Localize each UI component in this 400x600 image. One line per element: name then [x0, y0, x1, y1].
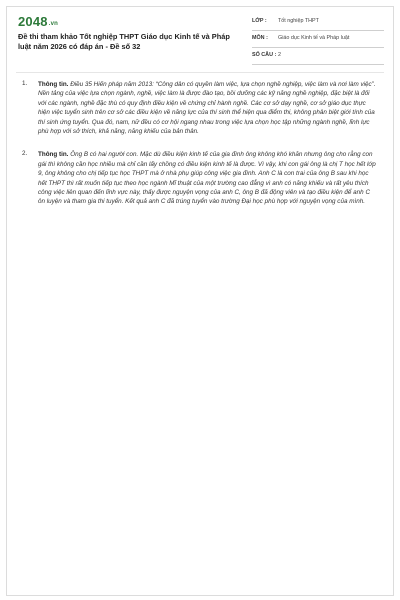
- meta-row-class: [252, 14, 384, 31]
- meta-row-question-count: [252, 48, 384, 65]
- meta-key: LỚP :: [252, 18, 267, 24]
- question-number: 1.: [22, 80, 28, 87]
- question-item: [22, 150, 378, 206]
- header-divider: [16, 72, 384, 73]
- question-text: Điều 35 Hiến pháp năm 2013: “Công dân có quyền làm việc, lựa chọn nghề nghiệp, việc làm và nơi làm việc”. Nền tảng của việc lựa chọn ngành, nghề, việc làm là được đào tạo, bồi dưỡng các kỹ năng nghề nghiệp, đặc biệt là đối với các ngành, nghề đặc thù có quy định điều kiện về chứng chỉ hành nghề. Các cơ sở dạy nghề, cơ sở giáo dục thực hiện việc tuyển sinh trên cơ sở các điều kiện về năng lực của thí sinh thể hiện qua điểm thi, không phân biệt giới tính của thí sinh ứng tuyển. Qua đó, nam, nữ đều có cơ hội ngang nhau trong việc lựa chọn học tập những ngành nghề, lĩnh lực phù hợp với sở thích, khả năng, năng khiếu của bản thân.: [38, 81, 376, 136]
- document-header: [18, 14, 384, 64]
- brand-logo[interactable]: [18, 14, 58, 29]
- meta-key: MÔN :: [252, 35, 268, 41]
- meta-table: [252, 14, 384, 65]
- question-body: [38, 150, 378, 206]
- question-item: [22, 80, 378, 136]
- meta-value: 2: [278, 52, 281, 58]
- meta-value: Giáo dục Kinh tế và Pháp luật: [278, 35, 350, 41]
- question-label: Thông tin.: [38, 151, 69, 159]
- meta-row-subject: [252, 31, 384, 48]
- question-text: Ông B có hai người con. Mặc dù điều kiện kinh tế của gia đình ông không khó khăn nhưng ông cho rằng con gái thì không cần học nhiều mà chỉ cần lấy chồng có điều kiện kinh tế là được. Vì vậy, khi con gái ông là chị T học hết lớp 9, ông không cho chị tiếp tục học THPT mà ở nhà phụ giúp công việc gia đình. Anh C là con trai của ông B sau khi học hết THPT thì rất muốn tiếp tục theo học ngành Mĩ thuật của một trường cao đẳng vì anh có năng khiếu và rất yêu thích công việc liên quan đến lĩnh vực này, thấy được nguyện vọng của anh C, ông B đã động viên và tạo điều kiện để anh C ôn luyện và tham gia thi tuyển. Kết quả anh C đã trúng tuyển vào trường Đại học phù hợp với nguyện vọng của mình.: [38, 151, 376, 206]
- brand-name: 2048: [18, 14, 48, 29]
- question-label: Thông tin.: [38, 81, 69, 88]
- meta-value: Tốt nghiệp THPT: [278, 18, 319, 24]
- question-body: [38, 80, 378, 136]
- document-title: Đề thi tham khảo Tốt nghiệp THPT Giáo dục Kinh tế và Pháp luật năm 2026 có đáp án - Đề số 32: [18, 32, 230, 51]
- question-number: 2.: [22, 150, 28, 158]
- meta-key: SỐ CÂU :: [252, 52, 277, 58]
- brand-suffix: .vn: [48, 21, 59, 27]
- question-list: [22, 80, 378, 221]
